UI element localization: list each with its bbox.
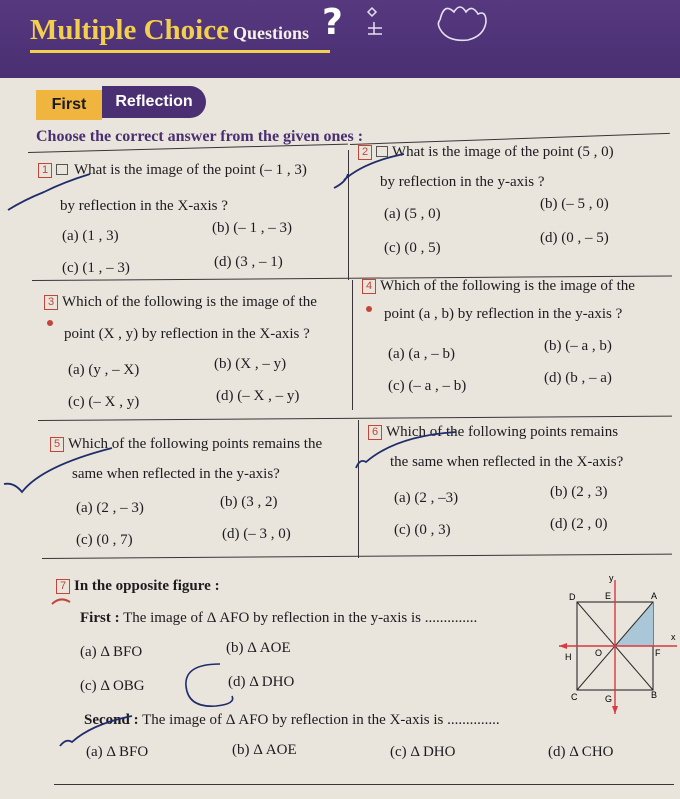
bullet-dot xyxy=(366,306,372,312)
question-text: What is the image of the point (5 , 0) xyxy=(392,144,614,160)
q7-first-option-c[interactable]: (c) Δ OBG xyxy=(80,678,145,694)
bullet-dot xyxy=(47,320,53,326)
page-title xyxy=(30,14,309,47)
option-a[interactable]: (a) (5 , 0) xyxy=(384,206,441,222)
handwritten-mark-q7 xyxy=(50,594,74,608)
option-a[interactable]: (a) (a , – b) xyxy=(388,346,456,362)
question-text: Which of the following points remains the xyxy=(68,436,323,452)
question-4 xyxy=(362,276,635,296)
first-label: First : xyxy=(80,610,120,626)
question-1-line2: by reflection in the X-axis ? xyxy=(60,198,228,214)
q7-first-option-b[interactable]: (b) Δ AOE xyxy=(226,640,291,656)
question-mark-icon: ? xyxy=(322,2,343,43)
question-number: 6 xyxy=(368,425,382,440)
label-f: F xyxy=(655,648,661,658)
label-c: C xyxy=(571,692,578,702)
label-b: B xyxy=(651,690,658,700)
option-c[interactable]: (c) (– a , – b) xyxy=(388,378,467,394)
x-axis-arrow xyxy=(559,643,567,649)
q7-first-option-d[interactable]: (d) Δ DHO xyxy=(228,674,295,690)
question-heading: In the opposite figure : xyxy=(74,578,220,594)
option-c[interactable]: (c) (0 , 5) xyxy=(384,240,441,256)
option-c[interactable]: (c) (0 , 7) xyxy=(76,532,133,548)
label-g: G xyxy=(605,694,613,704)
tab-first[interactable]: First xyxy=(36,90,102,120)
option-c[interactable]: (c) (1 , – 3) xyxy=(62,260,130,276)
divider-row-2 xyxy=(38,416,672,421)
question-3-line2: point (X , y) by reflection in the X-axis ? xyxy=(64,326,310,342)
q7-second-option-c[interactable]: (c) Δ DHO xyxy=(390,744,456,760)
option-b[interactable]: (b) (X , – y) xyxy=(214,356,287,372)
question-text: Which of the following points remains xyxy=(386,424,619,440)
handwritten-mark-q2 xyxy=(330,150,410,200)
divider-bottom xyxy=(54,784,674,785)
q7-second-option-d[interactable]: (d) Δ CHO xyxy=(548,744,614,760)
option-a[interactable]: (a) (y , – X) xyxy=(68,362,140,378)
instruction-text: Choose the correct answer from the given ones : xyxy=(36,128,364,145)
question-7-first xyxy=(80,608,477,628)
question-number: 3 xyxy=(44,295,58,310)
question-number: 1 xyxy=(38,163,52,178)
reflection-figure xyxy=(555,572,680,722)
handwritten-check-mark-q1 xyxy=(4,170,94,220)
label-h: H xyxy=(565,652,572,662)
label-a: A xyxy=(651,591,658,601)
label-x: x xyxy=(671,632,676,642)
handwritten-check-mark-second xyxy=(54,712,144,752)
option-b[interactable]: (b) (– 1 , – 3) xyxy=(212,220,292,236)
handwritten-check-mark-q6 xyxy=(350,428,460,478)
q7-second-option-a[interactable]: (a) Δ BFO xyxy=(86,744,149,760)
question-number: 7 xyxy=(56,579,70,594)
question-text: Which of the following is the image of the xyxy=(380,278,635,294)
title-small: Questions xyxy=(232,23,309,43)
label-y: y xyxy=(609,573,614,583)
option-d[interactable]: (d) (2 , 0) xyxy=(550,516,608,532)
title-main: Multiple Choice xyxy=(30,14,229,46)
question-7 xyxy=(56,576,220,596)
option-d[interactable]: (d) (3 , – 1) xyxy=(214,254,283,270)
option-c[interactable]: (c) (0 , 3) xyxy=(394,522,451,538)
option-d[interactable]: (d) (– 3 , 0) xyxy=(222,526,291,542)
q7-second-option-b[interactable]: (b) Δ AOE xyxy=(232,742,297,758)
option-b[interactable]: (b) (– a , b) xyxy=(544,338,612,354)
hand-doodle-icon xyxy=(360,0,680,60)
label-d: D xyxy=(569,592,576,602)
option-b[interactable]: (b) (3 , 2) xyxy=(220,494,278,510)
question-3 xyxy=(44,292,317,312)
question-text: What is the image of the point (– 1 , 3) xyxy=(74,162,307,178)
question-number: 2 xyxy=(358,145,372,160)
handwritten-check-mark-q5 xyxy=(0,440,120,500)
tab-reflection[interactable]: Reflection xyxy=(102,86,206,118)
option-d[interactable]: (d) (0 , – 5) xyxy=(540,230,609,246)
divider-row-3 xyxy=(42,554,672,559)
question-2-line2: by reflection in the y-axis ? xyxy=(380,174,545,190)
option-d[interactable]: (d) (b , – a) xyxy=(544,370,612,386)
option-a[interactable]: (a) (1 , 3) xyxy=(62,228,119,244)
question-text: Which of the following is the image of the xyxy=(62,294,317,310)
question-number: 4 xyxy=(362,279,376,294)
label-o: O xyxy=(595,648,603,658)
y-axis-arrow xyxy=(612,706,618,714)
second-label: Second : xyxy=(84,712,139,728)
option-d[interactable]: (d) (– X , – y) xyxy=(216,388,300,404)
question-number: 5 xyxy=(50,437,64,452)
option-c[interactable]: (c) (– X , y) xyxy=(68,394,140,410)
option-a[interactable]: (a) (2 , –3) xyxy=(394,490,459,506)
option-a[interactable]: (a) (2 , – 3) xyxy=(76,500,144,516)
question-6-line2: the same when reflected in the X-axis? xyxy=(390,454,624,470)
question-4-line2: point (a , b) by reflection in the y-axis ? xyxy=(384,306,623,322)
question-5-line2: same when reflected in the y-axis? xyxy=(72,466,280,482)
option-b[interactable]: (b) (– 5 , 0) xyxy=(540,196,609,212)
question-7-second xyxy=(84,710,500,730)
option-b[interactable]: (b) (2 , 3) xyxy=(550,484,608,500)
divider-vertical-2 xyxy=(352,280,353,410)
handwritten-circle-answer xyxy=(180,660,250,710)
first-text: The image of Δ AFO by reflection in the y-axis is .............. xyxy=(123,610,478,626)
q7-first-option-a[interactable]: (a) Δ BFO xyxy=(80,644,143,660)
label-e: E xyxy=(605,591,612,601)
title-underline xyxy=(30,50,330,53)
second-text: The image of Δ AFO by reflection in the X-axis is .............. xyxy=(142,712,500,728)
